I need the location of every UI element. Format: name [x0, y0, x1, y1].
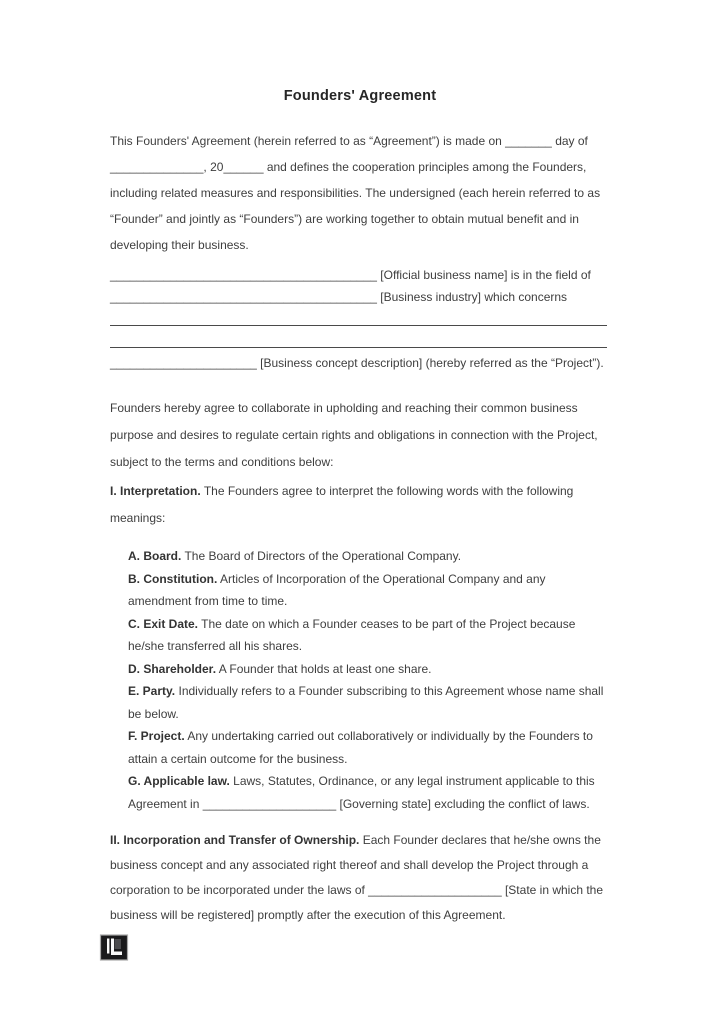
definition-label: A. Board. [128, 549, 182, 563]
definition-label: F. Project. [128, 729, 185, 743]
business-details-block [110, 264, 610, 374]
official-business-name-caption: [Official business name] is in the field of [380, 268, 591, 282]
definition-text: The date on which a Founder ceases to be part of the Project because he/she transferred all his shares. [128, 616, 576, 653]
definition-text: Any undertaking carried out collaboratively or individually by the Founders to attain a certain outcome for the business. [128, 729, 593, 766]
definition-text: Individually refers to a Founder subscribing to this Agreement whose name shall be below. [128, 684, 604, 721]
business-industry-caption: [Business industry] which concerns [380, 290, 568, 304]
definition-item-party [128, 680, 610, 725]
definition-label: G. Applicable law. [128, 774, 230, 788]
definition-text: Laws, Statutes, Ordinance, or any legal instrument applicable to this Agreement in ____________________ [Governing state] excluding the conflict of laws. [128, 774, 595, 811]
definition-item-applicable-law [128, 770, 610, 815]
business-concept-line [110, 352, 610, 374]
page-title: Founders' Agreement [283, 88, 437, 104]
interpretation-lead: The Founders agree to interpret the following words with the following meanings: [110, 484, 574, 525]
definition-item-board [128, 545, 610, 568]
definition-item-exit-date [128, 613, 610, 658]
incorporation-section [110, 828, 610, 928]
business-concept-blank: ______________________ [110, 356, 257, 370]
business-concept-caption: [Business concept description] (hereby referred as the “Project”). [260, 356, 604, 370]
definition-text: A Founder that holds at least one share. [218, 661, 432, 676]
legal-templates-logo [99, 934, 130, 962]
interpretation-heading: I. Interpretation. [110, 484, 201, 498]
definition-text: Articles of Incorporation of the Operational Company and any amendment from time to time. [128, 571, 546, 608]
definition-item-constitution [128, 568, 610, 613]
definition-label: C. Exit Date. [128, 616, 199, 631]
blank-writing-line [110, 330, 610, 352]
collaboration-paragraph: Founders hereby agree to collaborate in upholding and reaching their common business purpose and desires to regulate certain rights and obligations in connection with the Project, subject to the terms and conditions below: [110, 401, 598, 469]
definition-label: B. Constitution. [128, 571, 218, 586]
intro-paragraph: This Founders' Agreement (herein referred to as “Agreement”) is made on _______ day of ______________, 20______ and defines the cooperation principles among the Founders, including related measures and responsibilities. The undersigned (each herein referred to as “Founder” and jointly as “Founders”) are working together to obtain mutual benefit and in developing their business. [110, 134, 601, 252]
definitions-list [128, 545, 610, 815]
legal-templates-logo-icon [99, 934, 130, 962]
incorporation-text: Each Founder declares that he/she owns the business concept and any associated right thereof and shall develop the Project through a corporation to be incorporated under the laws of ____________________ [State in which the business will be registered] promptly after the execution of this Agreement. [110, 833, 604, 922]
definition-label: D. Shareholder. [128, 661, 217, 676]
official-business-name-line [110, 264, 610, 286]
official-business-name-blank: ________________________________________ [110, 268, 377, 282]
definition-label: E. Party. [128, 684, 176, 698]
business-industry-line [110, 286, 610, 308]
interpretation-section [110, 478, 610, 532]
incorporation-heading: II. Incorporation and Transfer of Ownership. [110, 833, 360, 847]
definition-item-shareholder [128, 658, 610, 681]
business-industry-blank: ________________________________________ [110, 290, 377, 304]
definition-text: The Board of Directors of the Operational Company. [184, 549, 462, 563]
blank-writing-line [110, 308, 610, 330]
definition-item-project [128, 725, 610, 770]
